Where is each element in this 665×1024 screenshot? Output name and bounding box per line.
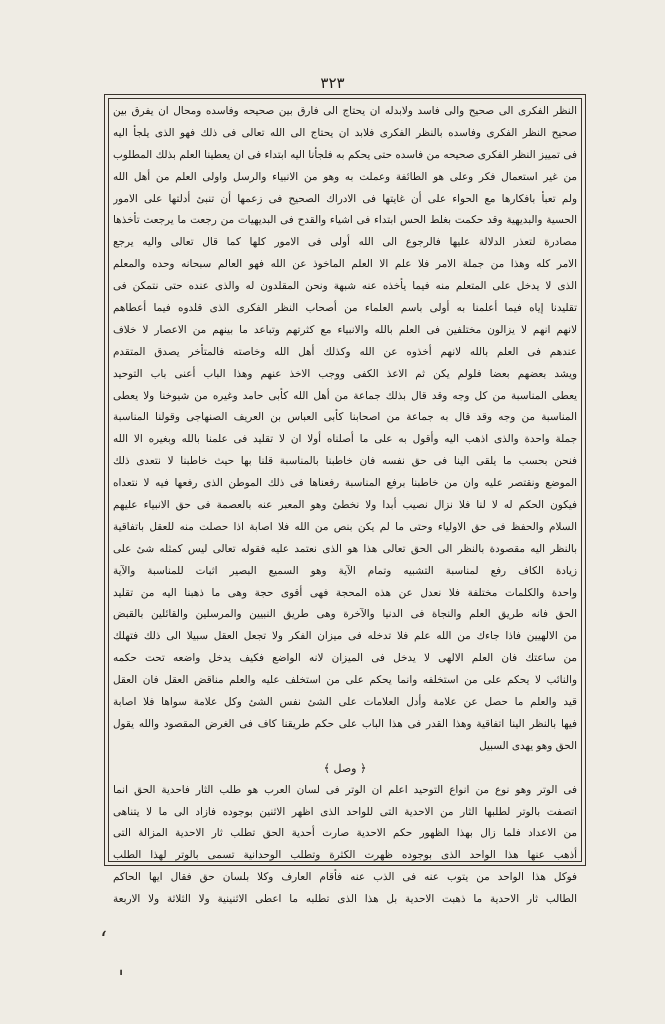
text-line: والنائب لا يحكم على من استخلفه وانما يحكم على من استخلف عليه والعلم مناقض العقل فان العقل [113, 674, 577, 687]
text-line: الموضع ونقتصر عليه وان من خاطبنا برفع المناسبة رفعناها فى ذلك الموطن الذى رفعها فيه لا نتعداه [113, 477, 577, 490]
text-line: أذهب عنها هذا الواحد الذى بوجوده ظهرت الكثرة وتطلب الوحدانية تسمى بالوتر لهذا الطلب [113, 849, 577, 862]
text-line: فيكون الحكم له لا لنا فلا نزال نصيب أبدا ولا نخطئ وهو المعبر عنه بالعصمة فى حق الانبياء عليهم [113, 499, 577, 512]
text-line: فى تمييز النظر الفكرى صحيحه من فاسده حتى يحكم به فلجأنا اليه ابتداء فى ان يعطينا العلم بذلك المطلوب [113, 148, 577, 161]
text-line: المناسبة من وجه وقد قال به جماعة من اصحابنا كأبى العباس بن العريف الصنهاجى وقولنا المناسبة [113, 411, 577, 424]
text-line: ويشد بعضهم بعضا فلولم يكن ثم الاعذ الكفى ووجب الاخذ عنهم وهذا الباب أعنى باب التوحيد [113, 367, 577, 380]
text-line: مصادرة لتعذر الدلالة عليها فالرجوع الى الله أولى فى الامور كلها كما قال تعالى واليه يرجع [113, 236, 577, 249]
text-line: لانهم انهم لا يزالون مختلفين فى العلم بالله والانبياء مع كثرتهم وتباعد ما بينهم من الاعصار لا خلاف [113, 323, 577, 336]
text-line: جملة واحدة والذى اذهب اليه وأقول به على ما أصلناه أولا ان لا تقليد فى علمنا بالله وبغيره الا الله [113, 433, 577, 446]
text-line: من الاعداد فلما زال بهذا الظهور حكم الاحدية صارت أحدية الحق تطلب ثار الاحدية المزالة التى [113, 827, 577, 840]
text-line: تقليدنا إياه فيما أعلمنا به أولى باسم العلماء من أصحاب النظر الفكرى الذى قلدوه فيما أعطاهم [113, 302, 577, 315]
text-line: من الالهيين فاذا جاءك من الله علم فلا تدخله فى ميزان الفكر ولا تجعل العقل سبيلا الى ذلك فتهلك [113, 630, 577, 643]
text-line: من ساعتك فان العلم الالهى لا يدخل فى الميزان لانه الواضع فكيف يدخل واضعه تحت حكمه [113, 652, 577, 665]
text-line: الحسية والبديهية وقد حكمت بغلط الحس ابتداء فى اشياء والقدح فى البديهيات من رجعت ما يرجعت تأخذها [113, 214, 577, 227]
text-line: فوكل هذا الواحد من يتوب عنه فى الذب عنه فأقام العارف وكلا بلسان حق فقال ايها الحاكم [113, 871, 577, 884]
text-line: فى الوتر وهو نوع من انواع التوحيد اعلم ان الوتر فى لسان العرب هو طلب الثار فاحدية الحق انما [113, 783, 577, 796]
text-line: اتصفت بالوتر لطلبها الثار من الاحدية التى للواحد الذى اظهر الاثنين بوجوده فازاد الى ما لا يتناهى [113, 805, 577, 818]
text-line: الحق فانه طريق العلم والنجاة فى الدنيا والآخرة وهى طريق النبيين والمرسلين والقائلين بالقبض [113, 608, 577, 621]
text-line: النظر الفكرى الى صحيح والى فاسد ولابدله ان يحتاج الى فارق بين صحيحه وفاسده ومحال ان يفرق بين [113, 105, 577, 117]
section-heading: ﴿ وصل ﴾ [323, 761, 367, 775]
text-line: يعطى المناسبة من كل وجه وقد قال بذلك جماعة من أهل الله كأبى حامد وغيره من شيوخنا ولا يعطى [113, 389, 577, 402]
main-text-block [113, 101, 577, 906]
margin-mark: ˈ [118, 968, 125, 993]
text-line: السلام والحفظ فى حق الاولياء وحتى ما لم يكن بنص من الله فلا اصابة اذا حصلت منه للعقل باتفاقية [113, 520, 577, 533]
text-line: قيد والعلم ما حصل عن علامة وأدل العلامات على الشئ نفس الشئ وكل علامة سواها فلا اصابة [113, 696, 577, 709]
text-line: الطالب ثار الاحدية ما ذهبت الاحدية بل هذا الذى تطلبه ما اعطى الاثنينية ولا الثلاثة ولا الاربعة [113, 893, 577, 906]
text-line: الحق وهو يهدى السبيل [479, 739, 577, 752]
text-line: فيها بالنظر الينا اتفاقية وهذا القدر فى هذا الباب على حكم طريقنا كاف فى الغرض المقصود والله يقول [113, 717, 577, 730]
text-line: زيادة الكاف رفع لمناسبة التشبيه وتمام الآية وهو السميع البصير اثبات للمناسبة والآية [113, 564, 577, 577]
page-number: ٣٢٣ [320, 74, 345, 92]
text-frame [104, 94, 586, 906]
text-line: الامر كله وهذا من جملة الامر فلا علم الا العلم الماخوذ عن الله فهو العالم سبحانه وحده والمعلم [113, 258, 577, 271]
text-line: بالنظر اليه مقصودة بالنظر الى الحق تعالى هذا هو الذى نعتمد عليه فقوله تعالى ليس كمثله شئ على [113, 542, 577, 555]
text-line: فنحن بحسب ما يلقى الينا فى حق نفسه فان خاطبنا بالمناسبة قلنا بها حيث خاطبنا لا نتعدى ذلك [113, 455, 577, 468]
text-line: ولم تعبأ بافكارها مع الحواء على أن غايتها فى الادراك الصحيح فى زعمها أن تنبئ أدلتها على الامور [113, 192, 577, 205]
margin-mark: ʻ [100, 928, 107, 953]
text-line: عندهم فى العلم بالله لانهم أخذوه عن الله وكذلك أهل الله وخاصته فالمتأخر يصدق المتقدم [113, 345, 577, 358]
text-line: واحدة والكلمات مختلفة فلا نعدل عن هذه المحجة فهى أقوى حجة وهى ما ذهبنا اليه من تقليد [113, 586, 577, 599]
text-line: صحيح النظر الفكرى وفاسده بالنظر الفكرى فلابد ان يحتاج الى الله تعالى فى ذلك فهو الذى يلجأ اليه [113, 126, 577, 139]
text-line: من غير استعمال فكر وعلى هو الطائفة وعملت به وهو من الانبياء والرسل واولى العلم من أهل الله [113, 170, 577, 183]
text-line: الذى لا يدخل على المتعلم منه فيما يأخذه عنه شبهة ونحن المقلدون له والذى عنده حتى نتمكن فى [113, 280, 577, 293]
